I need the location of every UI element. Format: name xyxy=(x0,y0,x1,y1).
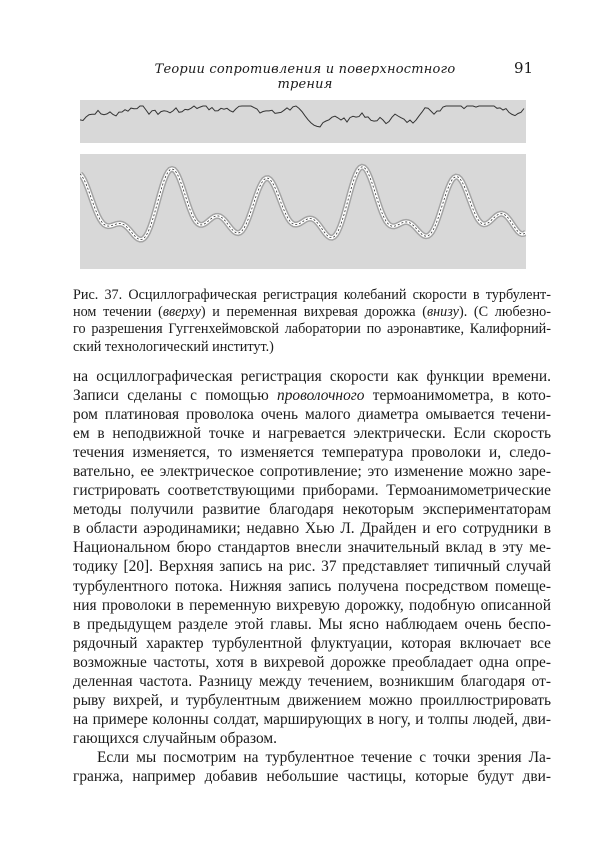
text: вательно, ее электрическое сопротивление; это изменение можно заре- xyxy=(73,463,551,481)
body-line xyxy=(73,748,551,767)
text: ния проволоки в переменную вихревую дорожку, подобную описанной xyxy=(73,596,551,614)
caption-line xyxy=(73,321,551,338)
text: в предыдущем разделе этой главы. Мы ясно наблюдаем очень беспо- xyxy=(73,615,551,633)
text: ) и переменная вихревая дорожка ( xyxy=(200,304,427,321)
text: ем в неподвижной точке и нагревается электрически. Если скорость xyxy=(73,425,551,443)
body-line xyxy=(73,615,551,634)
text: Если мы посмотрим на турбулентное течение с точки зрения Ла- xyxy=(97,748,551,766)
body-line xyxy=(73,634,551,653)
text: ром платиновая проволока очень малого диаметра омывается течени- xyxy=(73,406,551,424)
body-line xyxy=(73,710,551,729)
body-line xyxy=(73,691,551,710)
body-text xyxy=(73,367,551,786)
text: гающихся случайным образом. xyxy=(73,729,277,747)
text: гранжа, например добавив небольшие частицы, которые будут дви- xyxy=(73,767,551,785)
text: Рис. 37. Осциллографическая регистрация колебаний скорости в турбулент- xyxy=(73,287,551,303)
text: го разрешения Гуггенхеймовской лаборатории по аэронавтике, Калифорний- xyxy=(73,321,551,338)
body-line xyxy=(73,367,551,386)
italic-text: проволочного xyxy=(277,387,365,405)
body-line xyxy=(73,672,551,691)
text: деленная частота. Разницу между течением, возникшим благодаря от- xyxy=(73,672,551,690)
body-line xyxy=(73,481,551,500)
vortex-street-trace xyxy=(80,154,526,269)
caption-line xyxy=(73,339,551,356)
text: ном течении ( xyxy=(73,304,163,321)
body-line xyxy=(73,653,551,672)
text: ский технологический институт.) xyxy=(73,338,274,355)
caption-line xyxy=(73,304,551,321)
text: ). (С любезно- xyxy=(458,304,551,321)
body-line xyxy=(73,577,551,596)
figure-oscillograph xyxy=(80,100,526,270)
text: Национальном бюро стандартов внесли значительный вклад в эту ме- xyxy=(73,539,551,557)
running-title: Теории сопротивления и поверхностного трения xyxy=(154,62,456,92)
text: гистрировать соответствующими приборами. Термоанимометрические xyxy=(73,482,551,500)
text: течения изменяется, то изменяется температура проволоки и, следо- xyxy=(73,444,551,462)
text: термоанимометра, в кото- xyxy=(364,387,551,405)
body-line xyxy=(73,557,551,576)
body-line xyxy=(73,405,551,424)
body-line xyxy=(73,596,551,615)
body-line xyxy=(73,462,551,481)
text: тодику [20]. Верхняя запись на рис. 37 представляет типичный случай xyxy=(73,558,551,576)
text: рядочный характер турбулентной флуктуации, которая включает все xyxy=(73,634,551,652)
body-line xyxy=(73,729,551,748)
text: Записи сделаны с помощью xyxy=(73,387,278,405)
body-line xyxy=(73,424,551,443)
italic-text: внизу xyxy=(426,304,459,321)
turbulent-velocity-trace xyxy=(80,100,526,143)
body-line xyxy=(73,519,551,538)
caption-line xyxy=(73,287,551,304)
body-line xyxy=(73,767,551,786)
italic-text: вверху xyxy=(162,304,201,321)
text: турбулентного потока. Нижняя запись получена посредством помеще- xyxy=(73,577,551,595)
body-line xyxy=(73,500,551,519)
text: на осциллографическая регистрация скорости как функции времени. xyxy=(73,368,551,385)
text: на примере колонны солдат, марширующих в ногу, и толпы людей, дви- xyxy=(73,710,551,728)
text: рыву вихрей, и турбулентным движением можно проиллюстрировать xyxy=(73,691,551,709)
text: возможные частоты, хотя в вихревой дорожке преобладает одна опре- xyxy=(73,653,551,671)
page-number: 91 xyxy=(514,59,534,77)
body-line xyxy=(73,443,551,462)
body-line xyxy=(73,538,551,557)
figure-caption xyxy=(73,287,551,356)
body-line xyxy=(73,386,551,405)
text: в области аэродинамики; недавно Хью Л. Драйден и его сотрудники в xyxy=(73,520,551,538)
text: методы получили развитие благодаря некоторым экспериментаторам xyxy=(73,501,551,519)
